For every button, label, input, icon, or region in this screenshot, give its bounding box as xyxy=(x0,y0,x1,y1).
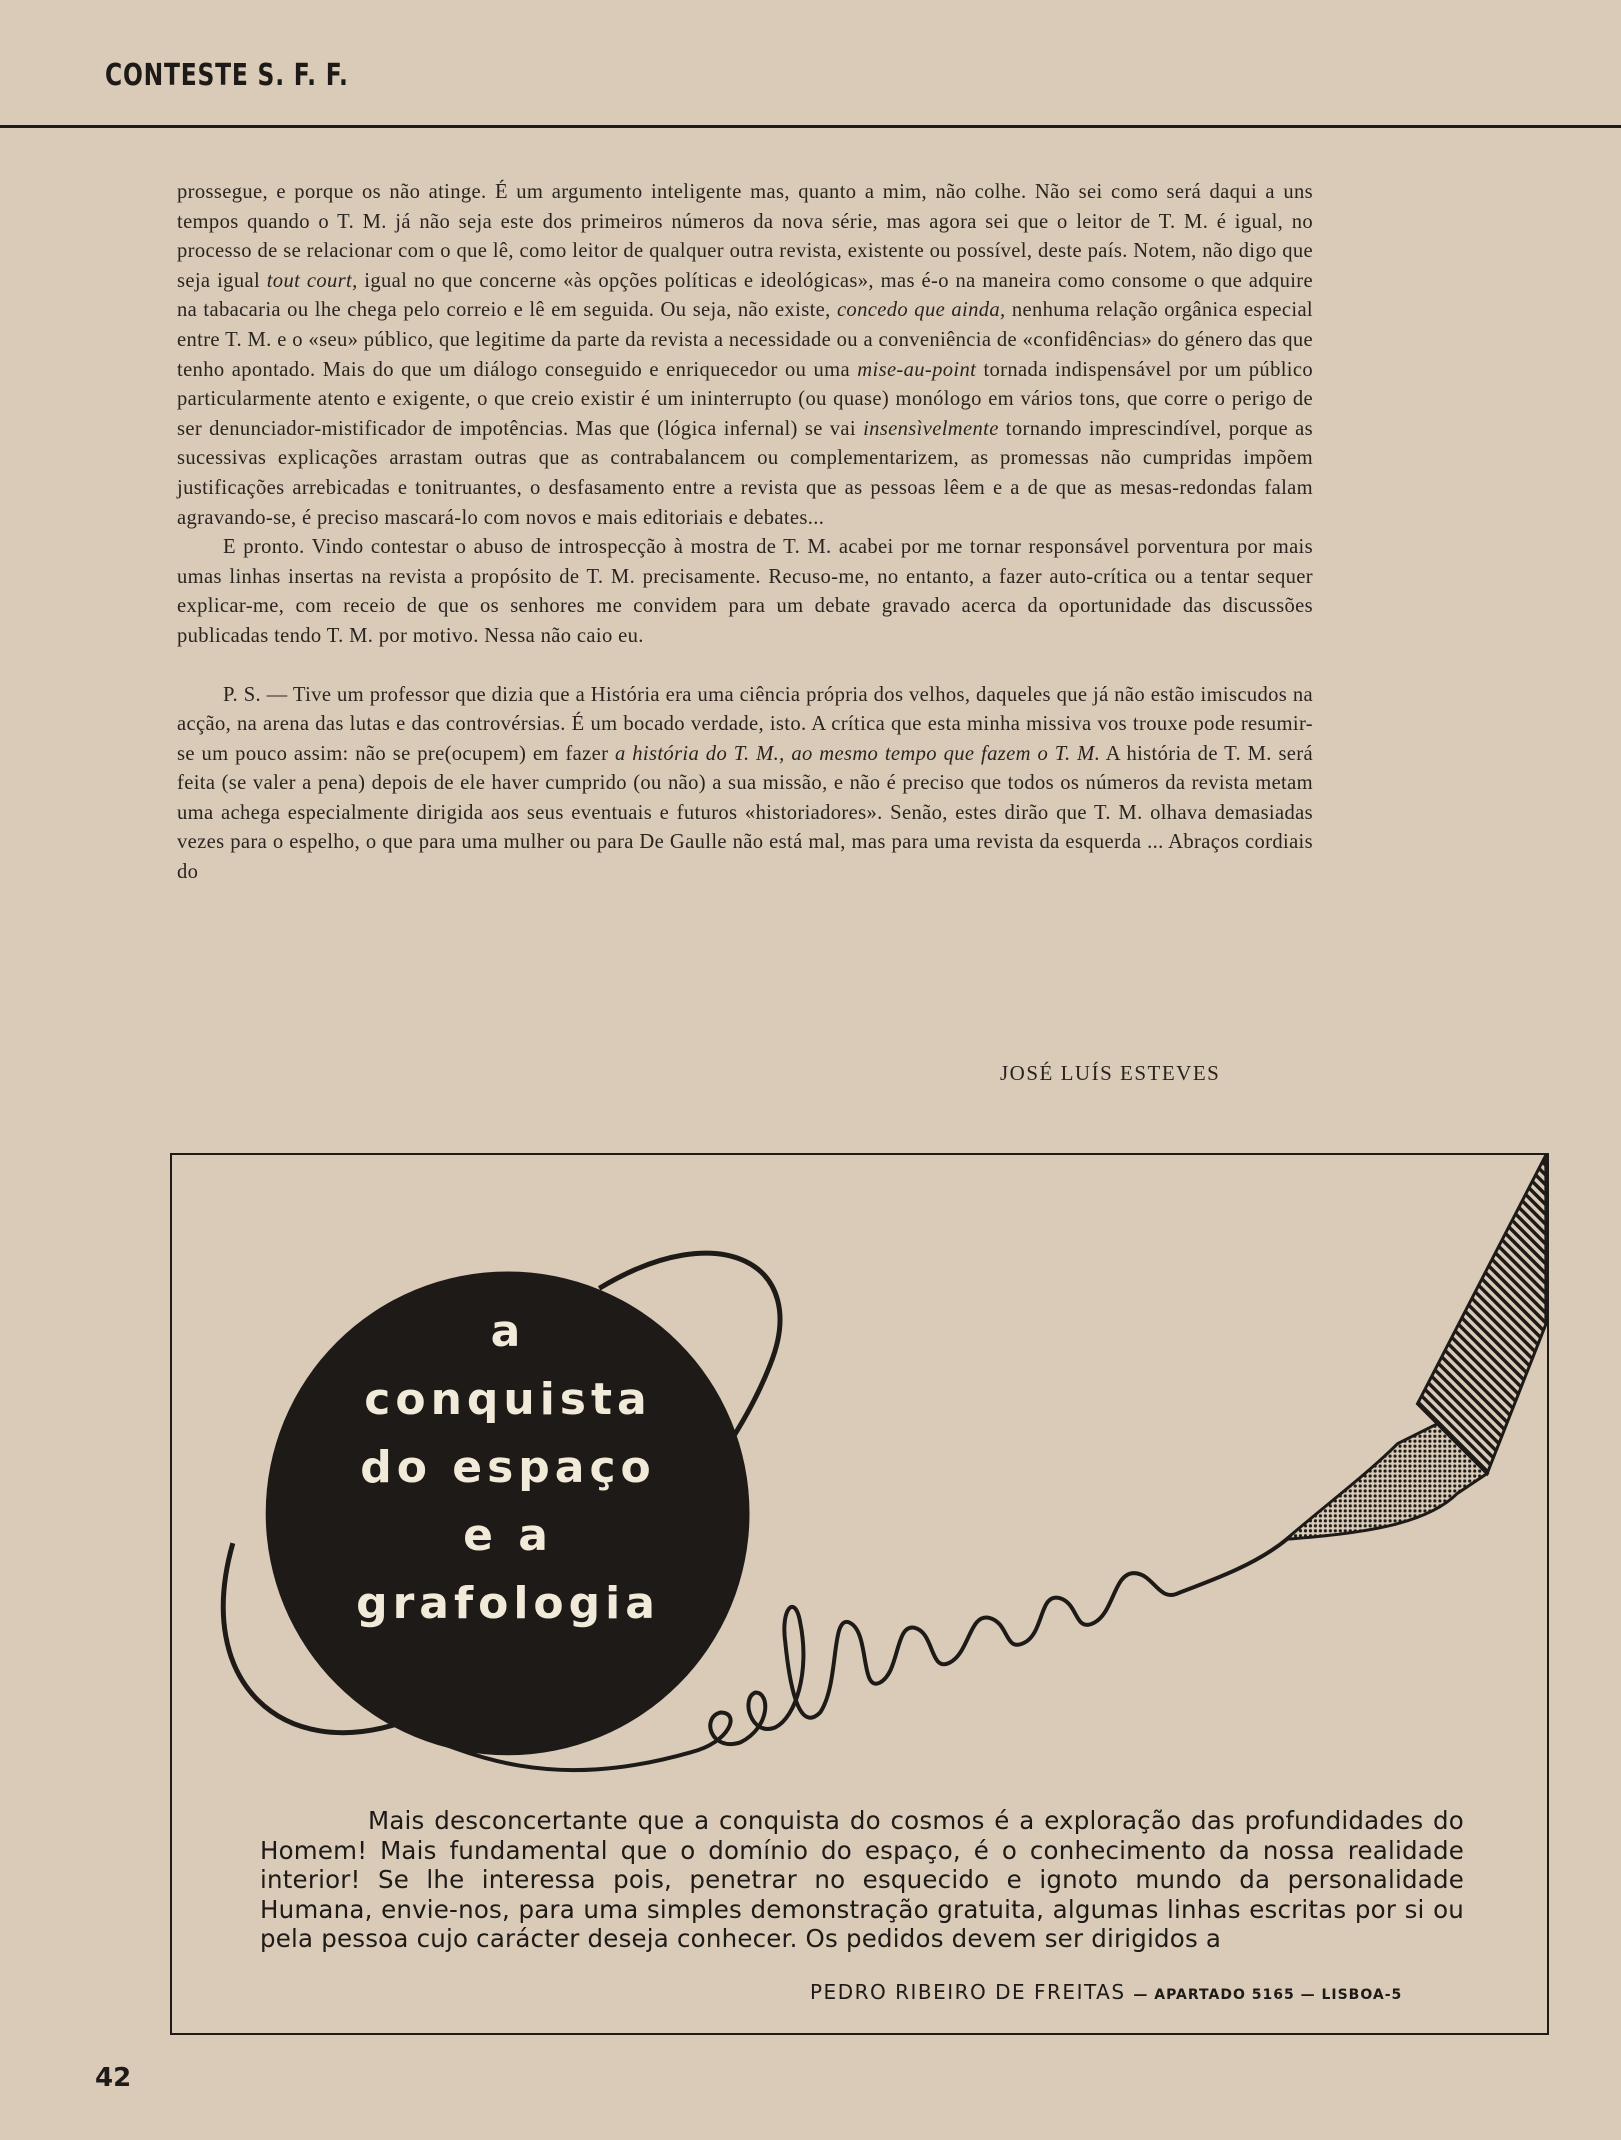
page-number: 42 xyxy=(95,2063,132,2093)
headline-line: do espaço xyxy=(360,1442,656,1493)
contact-name: PEDRO RIBEIRO DE FREITAS xyxy=(810,1980,1126,2004)
page-header-title: CONTESTE S. F. F. xyxy=(105,58,349,93)
paragraph-1: prossegue, e porque os não atinge. É um argumento inteligente mas, quanto a mim, não colhe. Não sei como será daqui a uns tempos quando o T. M. já não seja este dos primeiros números da nova série, mas agora sei que o leitor de T. M. é igual, no processo de se relacionar com o que lê, como leitor de qualquer outra revista, existente ou possível, deste país. Notem, não digo que seja igual tout court, igual no que concerne «às opções políticas e ideológicas», mas é-o na maneira como consome o que adquire na tabacaria ou lhe chega pelo correio e lê em seguida. Ou seja, não existe, concedo que ainda, nenhuma relação orgânica especial entre T. M. e o «seu» público, que legitime da parte da revista a necessidade ou a conveniência de «confidências» do género das que tenho apontado. Mais do que um diálogo conseguido e enriquecedor ou uma mise-au-point tornada indispensável por um público particularmente atento e exigente, o que creio existir é um ininterrupto (ou quase) monólogo em vários tons, que corre o perigo de ser denunciador-mistificador de impotências. Mas que (lógica infernal) se vai insensìvelmente tornando imprescindível, porque as sucessivas explicações arrastam outras que as contrabalancem ou complementarizem, as promessas não cumpridas impõem justificações arrebicadas e tonitruantes, o desfasamento entre a revista que as pessoas lêem e a de que as mesas-redondas falam agravando-se, é preciso mascará-lo com novos e mais editoriais e debates... xyxy=(177,181,1314,529)
header-rule xyxy=(0,125,1621,128)
ad-copy: Mais desconcertante que a conquista do cosmos é a exploração das profundidades do Homem! Mais fundamental que o domínio do espaço, é o conhecimento da nossa realidade interior! Se lhe interessa pois, penetrar no esquecido e ignoto mundo da personalidade Humana, envie-nos, para uma simples demonstração gratuita, algumas linhas escritas por si ou pela pessoa cujo carácter deseja conhecer. Os pedidos devem ser dirigidos a xyxy=(260,1806,1464,1953)
headline-line: a xyxy=(490,1306,526,1357)
headline-line: e a xyxy=(463,1510,553,1561)
postscript: P. S. — Tive um professor que dizia que a História era uma ciência própria dos velhos, daqueles que já não estão imiscudos na acção, na arena das lutas e das controvérsias. É um bocado verdade, isto. A crítica que esta minha missiva vos trouxe pode resumir-se um pouco assim: não se pre(ocupem) em fazer a história do T. M., ao mesmo tempo que fazem o T. M. A história de T. M. será feita (se valer a pena) depois de ele haver cumprido (ou não) a sua missão, e não é preciso que todos os números da revista metam uma achega especialmente dirigida aos seus eventuais e futuros «historiadores». Senão, estes dirão que T. M. olhava demasiadas vezes para o espelho, o que para uma mulher ou para De Gaulle não está mal, mas para uma revista da esquerda ... Abraços cordiais do xyxy=(177,683,1314,884)
paragraph-2: E pronto. Vindo contestar o abuso de introspecção à mostra de T. M. acabei por me tornar responsável porventura por mais umas linhas insertas na revista a propósito de T. M. precisamente. Recuso-me, no entanto, a fazer auto-crítica ou a tentar sequer explicar-me, com receio de que os senhores me convidem para um debate gravado acerca da oportunidade das discussões publicadas tendo T. M. por motivo. Nessa não caio eu. xyxy=(177,536,1313,647)
headline-line: conquista xyxy=(364,1374,652,1425)
author-signature: JOSÉ LUÍS ESTEVES xyxy=(1000,1061,1221,1085)
ad-contact xyxy=(810,1980,1402,2004)
letter-body xyxy=(177,178,1313,888)
ad-headline xyxy=(268,1298,748,1638)
headline-line: grafologia xyxy=(356,1578,660,1629)
contact-address: — APARTADO 5165 — LISBOA-5 xyxy=(1133,1987,1403,2003)
